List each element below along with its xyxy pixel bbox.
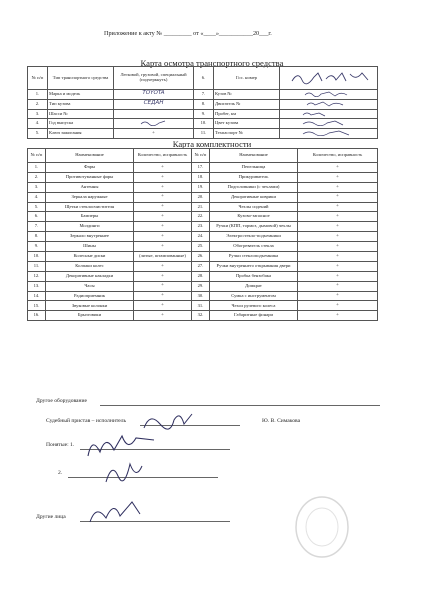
appendix-blanks: _________ от «____»___________20___г. [163, 30, 272, 37]
bailiff-label: Судебный пристав – исполнитель [46, 418, 127, 424]
row-label-2: Техпаспорт № [214, 129, 280, 139]
row-name-2: Подголовники (с чехлами) [210, 182, 298, 192]
row-number: 11. [28, 261, 46, 271]
table-row [28, 192, 378, 202]
bailiff-name: Ю. В. Симакова [262, 418, 301, 424]
row-quantity-2: + [298, 192, 378, 202]
other-persons-label: Другие лица [36, 514, 66, 520]
row-quantity: (литые, штампованные) [134, 252, 192, 262]
row-name-2: Кузово-запасное [210, 212, 298, 222]
row-name: Противотуманные фары [46, 172, 134, 182]
row-name-2: Пробка бензобака [210, 271, 298, 281]
row-quantity-2: + [298, 202, 378, 212]
row-name: Колесные диски [46, 252, 134, 262]
row-value: + [114, 129, 194, 139]
row-quantity-2: + [298, 163, 378, 173]
row-number-2: 8. [194, 99, 214, 109]
row-name: Шины [46, 242, 134, 252]
row-number: 1. [28, 163, 46, 173]
row-value-2 [280, 109, 378, 119]
table-row [28, 90, 378, 100]
col-quantity: Количество, исправность [134, 149, 192, 163]
table-row [28, 212, 378, 222]
row-label-2: Цвет кузова [214, 119, 280, 129]
col-number: № п/п [28, 67, 48, 90]
row-number-2: 26. [192, 252, 210, 262]
row-name-2: Габаритные фонари [210, 311, 298, 321]
row-number-2: 9. [194, 109, 214, 119]
row-name-2: Декоративные коврики [210, 192, 298, 202]
row-name-2: Пепельница [210, 163, 298, 173]
witness-1-label: Понятые: 1. [46, 442, 75, 448]
row-quantity-2: + [298, 252, 378, 262]
row-number: 10. [28, 252, 46, 262]
row-quantity-2: + [298, 281, 378, 291]
row-quantity-2: + [298, 301, 378, 311]
row-name-2: Домкрат [210, 281, 298, 291]
row-quantity-2: + [298, 271, 378, 281]
row-name: Часы [46, 281, 134, 291]
row-label: Шасси № [48, 109, 114, 119]
table-row [28, 311, 378, 321]
row-number: 13. [28, 281, 46, 291]
row-name: Фары [46, 163, 134, 173]
row-number-2: 31. [192, 301, 210, 311]
col-number-6: 6. [194, 67, 214, 90]
row-number-2: 30. [192, 291, 210, 301]
table-row [28, 202, 378, 212]
row-label-2: Кузов № [214, 90, 280, 100]
row-name: Антенны [46, 182, 134, 192]
row-label: Марка и модель [48, 90, 114, 100]
row-name-2: Электростекло-подъемники [210, 232, 298, 242]
row-quantity: + [134, 271, 192, 281]
row-number-2: 21. [192, 202, 210, 212]
col-quantity-2: Количество, исправность [298, 149, 378, 163]
row-label-2: Пробег, км [214, 109, 280, 119]
row-value-2 [280, 129, 378, 139]
row-number: 6. [28, 212, 46, 222]
row-number: 2. [28, 99, 48, 109]
row-value-2 [280, 90, 378, 100]
row-quantity: + [134, 163, 192, 173]
table-row [28, 163, 378, 173]
handwritten-value [299, 110, 359, 117]
row-quantity-2: + [298, 172, 378, 182]
row-name-2: Ручки (КПП, тормоз, дымовой) чехлы [210, 222, 298, 232]
row-quantity-2: + [298, 182, 378, 192]
appendix-header [104, 30, 272, 37]
row-quantity: + [134, 311, 192, 321]
row-number-2: 17. [192, 163, 210, 173]
row-value: СЕДАН [114, 99, 194, 109]
row-number-2: 25. [192, 242, 210, 252]
row-value [114, 119, 194, 129]
table-row [28, 109, 378, 119]
row-number: 14. [28, 291, 46, 301]
row-quantity-2: + [298, 261, 378, 271]
row-number: 3. [28, 109, 48, 119]
other-equipment-label: Другое оборудование [36, 398, 88, 404]
row-name-2: Ручки внутреннего открывания двери [210, 261, 298, 271]
row-number: 4. [28, 119, 48, 129]
row-name: Бамперы [46, 212, 134, 222]
row-quantity-2: + [298, 311, 378, 321]
table-row [28, 242, 378, 252]
row-quantity: + [134, 301, 192, 311]
inspection-card-title: Карта осмотра транспортного средства [140, 58, 284, 68]
row-name: Звуковые колонки [46, 301, 134, 311]
row-number-2: 20. [192, 192, 210, 202]
row-label-2: Двигатель № [214, 99, 280, 109]
completeness-card-title: Карта комплектности [172, 139, 252, 149]
row-quantity: + [134, 192, 192, 202]
handwritten-value [299, 119, 359, 126]
table-row [28, 301, 378, 311]
row-name: Зеркало внутреннее [46, 232, 134, 242]
row-value-2 [280, 99, 378, 109]
row-value [114, 109, 194, 119]
table-row [28, 172, 378, 182]
row-quantity-2: + [298, 242, 378, 252]
handwritten-value [299, 90, 359, 97]
row-number-2: 27. [192, 261, 210, 271]
row-quantity-2: + [298, 222, 378, 232]
row-number-2: 28. [192, 271, 210, 281]
row-number: 7. [28, 222, 46, 232]
row-number-2: 22. [192, 212, 210, 222]
row-name-2: Прикуриватель [210, 172, 298, 182]
row-quantity: + [134, 182, 192, 192]
appendix-prefix: Приложение к акту № [104, 30, 163, 37]
col-name: Наименование [46, 149, 134, 163]
table-row [28, 182, 378, 192]
row-name-2: Обогреватель стекла [210, 242, 298, 252]
row-number: 9. [28, 242, 46, 252]
faint-stamp [292, 494, 352, 560]
col-plate: Гос. номер [214, 67, 280, 90]
row-label: Год выпуска [48, 119, 114, 129]
row-number-2: 32. [192, 311, 210, 321]
row-quantity: + [134, 222, 192, 232]
row-label: Ключ зажигания [48, 129, 114, 139]
row-quantity: + [134, 281, 192, 291]
table-row [28, 129, 378, 139]
row-quantity: + [134, 202, 192, 212]
inspection-header-row [28, 67, 378, 90]
row-name: Молдинги [46, 222, 134, 232]
table-row [28, 119, 378, 129]
row-number-2: 19. [192, 182, 210, 192]
row-value: TOYOTA [114, 90, 194, 100]
row-name-2: Чехлы сидений [210, 202, 298, 212]
row-number-2: 18. [192, 172, 210, 182]
table-row [28, 271, 378, 281]
row-number: 12. [28, 271, 46, 281]
col-name-2: Наименование [210, 149, 298, 163]
row-number-2: 29. [192, 281, 210, 291]
table-row [28, 281, 378, 291]
row-number: 16. [28, 311, 46, 321]
witness-2-signature [100, 456, 150, 486]
row-number-2: 11. [194, 129, 214, 139]
table-row [28, 232, 378, 242]
row-number: 2. [28, 172, 46, 182]
handwritten-value [299, 100, 359, 107]
table-row [28, 99, 378, 109]
row-number-2: 23. [192, 222, 210, 232]
row-number: 5. [28, 129, 48, 139]
row-quantity: + [134, 232, 192, 242]
row-number: 8. [28, 232, 46, 242]
row-number: 4. [28, 192, 46, 202]
row-name-2: Ручки стеклоподъемника [210, 252, 298, 262]
row-quantity-2: + [298, 232, 378, 242]
row-name-2: Сумка с инструментом [210, 291, 298, 301]
row-name: Колпаки колес [46, 261, 134, 271]
inspection-table [27, 66, 378, 139]
col-vehicle-kind: Легковой, грузовой, специальный (подчеркнуть) [114, 67, 194, 90]
row-number: 15. [28, 301, 46, 311]
row-quantity: + [134, 291, 192, 301]
row-name: Зеркала наружные [46, 192, 134, 202]
row-number: 1. [28, 90, 48, 100]
plate-value [280, 67, 378, 90]
handwritten-value [299, 129, 359, 136]
table-row [28, 261, 378, 271]
row-quantity: + [134, 212, 192, 222]
table-row [28, 252, 378, 262]
row-number-2: 10. [194, 119, 214, 129]
completeness-header-row [28, 149, 378, 163]
row-name-2: Чехол рулевого колеса [210, 301, 298, 311]
row-name: Декоративные накладки [46, 271, 134, 281]
completeness-table [27, 148, 378, 321]
handwritten-plate-number [284, 69, 374, 85]
row-quantity-2: + [298, 212, 378, 222]
row-number-2: 24. [192, 232, 210, 242]
other-persons-signature [86, 494, 146, 528]
row-number-2: 7. [194, 90, 214, 100]
col-vehicle-type: Тип транспортного средства [48, 67, 114, 90]
witness-2-label: 2. [58, 470, 63, 476]
col-number-2: № п/п [192, 149, 210, 163]
row-label: Тип кузова [48, 99, 114, 109]
row-name: Щетки стеклоочистителя [46, 202, 134, 212]
row-value-2 [280, 119, 378, 129]
row-number: 3. [28, 182, 46, 192]
row-number: 5. [28, 202, 46, 212]
row-quantity: + [134, 172, 192, 182]
table-row [28, 222, 378, 232]
row-quantity: + [134, 242, 192, 252]
table-row [28, 291, 378, 301]
row-name: Радиоприемник [46, 291, 134, 301]
handwritten-value [129, 119, 179, 126]
row-quantity: + [134, 261, 192, 271]
col-number: № п/п [28, 149, 46, 163]
row-quantity-2: + [298, 291, 378, 301]
row-name: Брызговики [46, 311, 134, 321]
